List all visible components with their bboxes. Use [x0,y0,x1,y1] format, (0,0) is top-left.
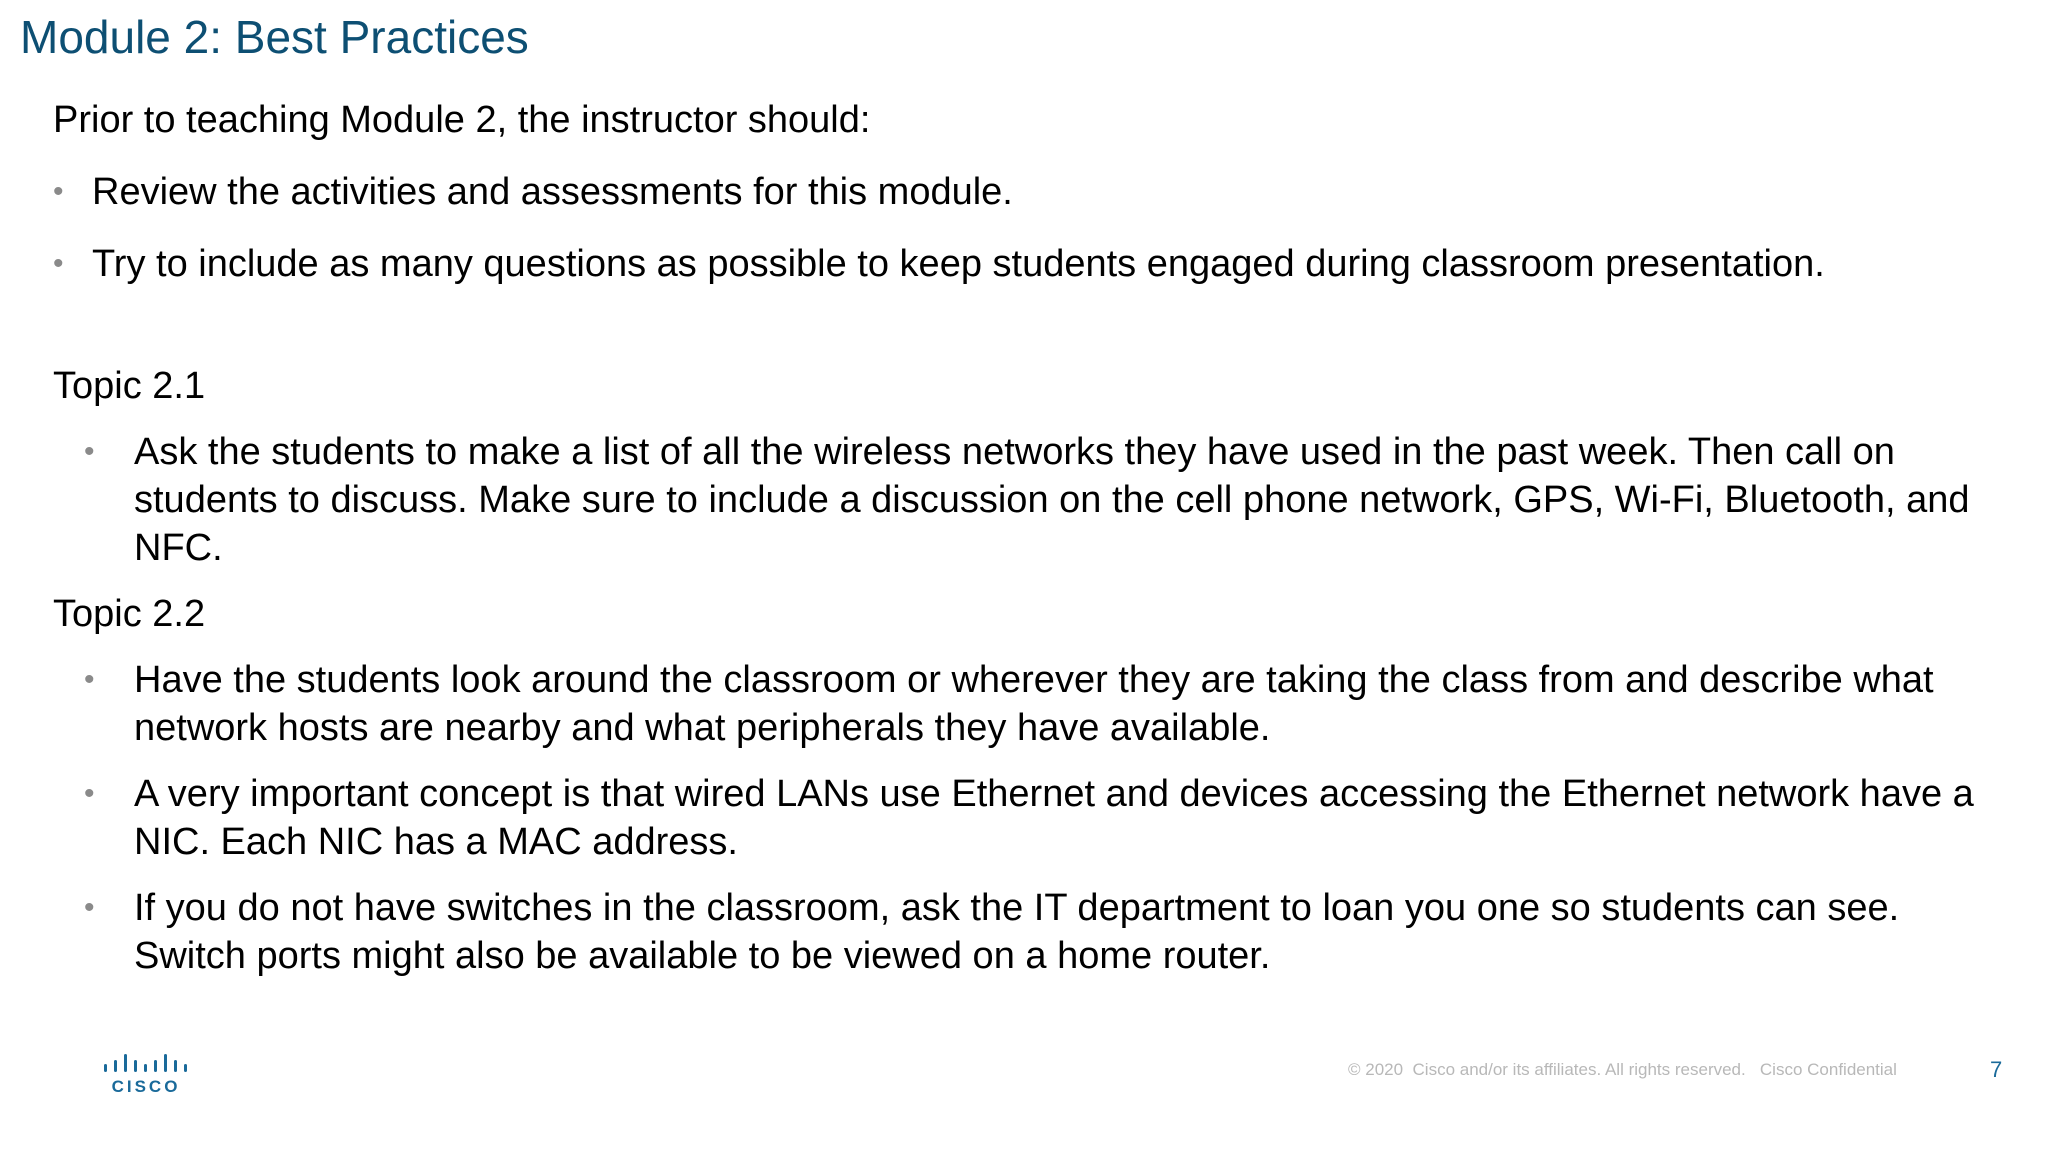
bullet-text: Ask the students to make a list of all the wireless networks they have used in the past week. Then call on students to discuss. Make sure to include a discussion on the cell phone network, GPS, Wi-Fi, Bluetooth, and NFC. [134,431,1970,569]
list-item [53,240,1983,288]
intro-text: Prior to teaching Module 2, the instructor should: [53,99,871,141]
topic-heading: Topic 2.1 [53,365,206,407]
topic-bullet-list [53,428,1983,572]
top-bullet-list [53,168,1983,288]
bullet-text: If you do not have switches in the classroom, ask the IT department to loan you one so students can see. Switch ports might also be available to be viewed on a home router. [134,887,1900,977]
bullet-text: A very important concept is that wired LANs use Ethernet and devices accessing the Ethernet network have a NIC. Each NIC has a MAC address. [134,773,1974,863]
bullet-icon: • [53,247,64,280]
list-item [53,656,2014,752]
bullet-icon: • [84,435,95,468]
bullet-icon: • [84,663,95,696]
bullet-icon: • [84,891,95,924]
list-item [53,884,2014,980]
list-item [53,428,2014,572]
bullet-text: Try to include as many questions as possible to keep students engaged during classroom presentation. [92,243,1825,285]
list-item [53,168,1983,216]
bullet-icon: • [53,175,64,208]
bullet-text: Review the activities and assessments for this module. [92,171,1013,213]
cisco-logo [102,1052,192,1096]
list-item [53,770,2014,866]
cisco-bridge-icon [102,1052,192,1096]
topic-bullet-list [53,656,1983,980]
bullet-icon: • [84,777,95,810]
slide-content [53,96,1983,998]
bullet-text: Have the students look around the classroom or wherever they are taking the class from and describe what network hosts are nearby and what peripherals they have available. [134,659,1934,749]
copyright-text: © 2020 Cisco and/or its affiliates. All rights reserved. Cisco Confidential [1348,1060,1897,1079]
topic-heading: Topic 2.2 [53,593,206,635]
page-number: 7 [1990,1057,2003,1082]
slide-title: Module 2: Best Practices [20,11,529,63]
cisco-logo-text: CISCO [111,1077,181,1096]
